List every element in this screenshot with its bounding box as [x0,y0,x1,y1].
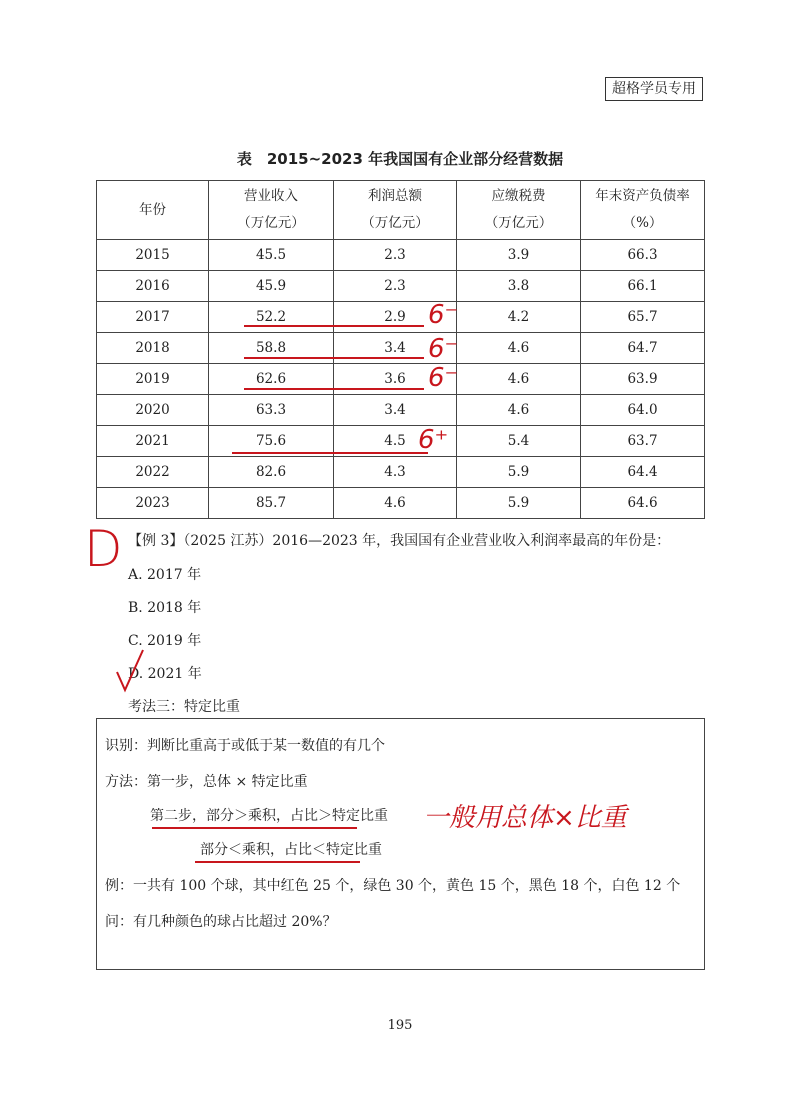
header-label: 年末资产负债率 [595,188,690,204]
table-cell: 4.6 [457,333,581,364]
table-cell: 2017 [97,302,209,333]
table-cell: 64.0 [581,395,705,426]
student-only-badge: 超格学员专用 [605,77,703,101]
table-cell: 4.2 [457,302,581,333]
table-cell: 82.6 [209,457,334,488]
table-title: 表 2015~2023 年我国国有企业部分经营数据 [236,150,564,168]
handwritten-answer-d: D [84,520,123,578]
header-label: 利润总额 [368,188,422,204]
underline-2021 [232,452,428,454]
annotation-2021: 6⁺ [418,425,449,455]
table-cell: 4.6 [457,395,581,426]
data-table [96,180,705,519]
table-row [97,395,705,426]
table-cell: 2022 [97,457,209,488]
table-row [97,240,705,271]
table-row [97,488,705,519]
table-row [97,302,705,333]
table-cell: 3.4 [334,395,457,426]
header-unit: （万亿元） [484,215,553,231]
underline-step2a [152,827,357,829]
question-stem: 【例 3】（2025 江苏）2016—2023 年，我国国有企业营业收入利润率最高的年份是： [128,533,671,549]
table-cell: 2023 [97,488,209,519]
underline-2018 [244,357,424,359]
table-cell: 2.3 [334,240,457,271]
column-header [457,181,581,240]
box-line-example: 例：一共有 100 个球，其中红色 25 个，绿色 30 个，黄色 15 个，黑色 18 个，白色 12 个 [105,878,681,894]
table-cell: 2016 [97,271,209,302]
table-cell: 66.1 [581,271,705,302]
checkmark-icon [115,648,145,693]
table-row [97,457,705,488]
table-cell: 4.5 [334,426,457,457]
option-a: A. 2017 年 [128,567,202,583]
option-c: C. 2019 年 [128,633,202,649]
table-cell: 3.6 [334,364,457,395]
header-unit: （万亿元） [237,215,305,231]
column-header [97,181,209,240]
box-line-identify: 识别：判断比重高于或低于某一数值的有几个 [105,738,385,754]
table-cell: 3.8 [457,271,581,302]
annotation-2017: 6⁻ [428,300,459,330]
annotation-2019: 6⁻ [428,363,459,393]
table-cell: 4.3 [334,457,457,488]
table-cell: 75.6 [209,426,334,457]
table-cell: 64.4 [581,457,705,488]
header-unit: （万亿元） [361,215,429,231]
table-cell: 5.9 [457,488,581,519]
page-number: 195 [387,1018,413,1033]
header-label: 年份 [139,201,166,218]
box-line-step2a: 第二步，部分＞乘积，占比＞特定比重 [150,808,388,824]
table-cell: 63.7 [581,426,705,457]
box-line-step2b: 部分＜乘积，占比＜特定比重 [200,842,382,858]
handwritten-note: 一般用总体×比重 [423,803,627,833]
column-header [581,181,705,240]
table-cell: 45.5 [209,240,334,271]
column-header [334,181,457,240]
box-line-question: 问：有几种颜色的球占比超过 20%？ [105,914,337,930]
annotation-2018: 6⁻ [428,334,459,364]
table-cell: 4.6 [457,364,581,395]
box-line-method: 方法：第一步，总体 × 特定比重 [105,774,308,790]
table-cell: 52.2 [209,302,334,333]
table-cell: 63.9 [581,364,705,395]
header-unit: （%） [622,215,663,231]
underline-2017 [244,325,424,327]
table-cell: 64.7 [581,333,705,364]
header-label: 营业收入 [244,188,298,204]
header-label: 应缴税费 [491,188,546,204]
table-cell: 2018 [97,333,209,364]
table-cell: 58.8 [209,333,334,364]
table-cell: 64.6 [581,488,705,519]
table-cell: 63.3 [209,395,334,426]
option-d: D. 2021 年 [128,666,202,682]
table-row [97,271,705,302]
option-b: B. 2018 年 [128,600,202,616]
table-cell: 5.4 [457,426,581,457]
column-header [209,181,334,240]
table-cell: 5.9 [457,457,581,488]
table-cell: 2.3 [334,271,457,302]
table-cell: 2019 [97,364,209,395]
method-box [96,718,705,970]
table-cell: 2015 [97,240,209,271]
table-cell: 85.7 [209,488,334,519]
table-cell: 2020 [97,395,209,426]
table-cell: 2.9 [334,302,457,333]
section-heading: 考法三：特定比重 [128,699,240,715]
table-cell: 3.4 [334,333,457,364]
table-cell: 2021 [97,426,209,457]
table-cell: 45.9 [209,271,334,302]
table-cell: 3.9 [457,240,581,271]
underline-2019 [244,388,424,390]
table-cell: 62.6 [209,364,334,395]
table-cell: 4.6 [334,488,457,519]
table-cell: 66.3 [581,240,705,271]
table-cell: 65.7 [581,302,705,333]
underline-step2b [195,861,360,863]
